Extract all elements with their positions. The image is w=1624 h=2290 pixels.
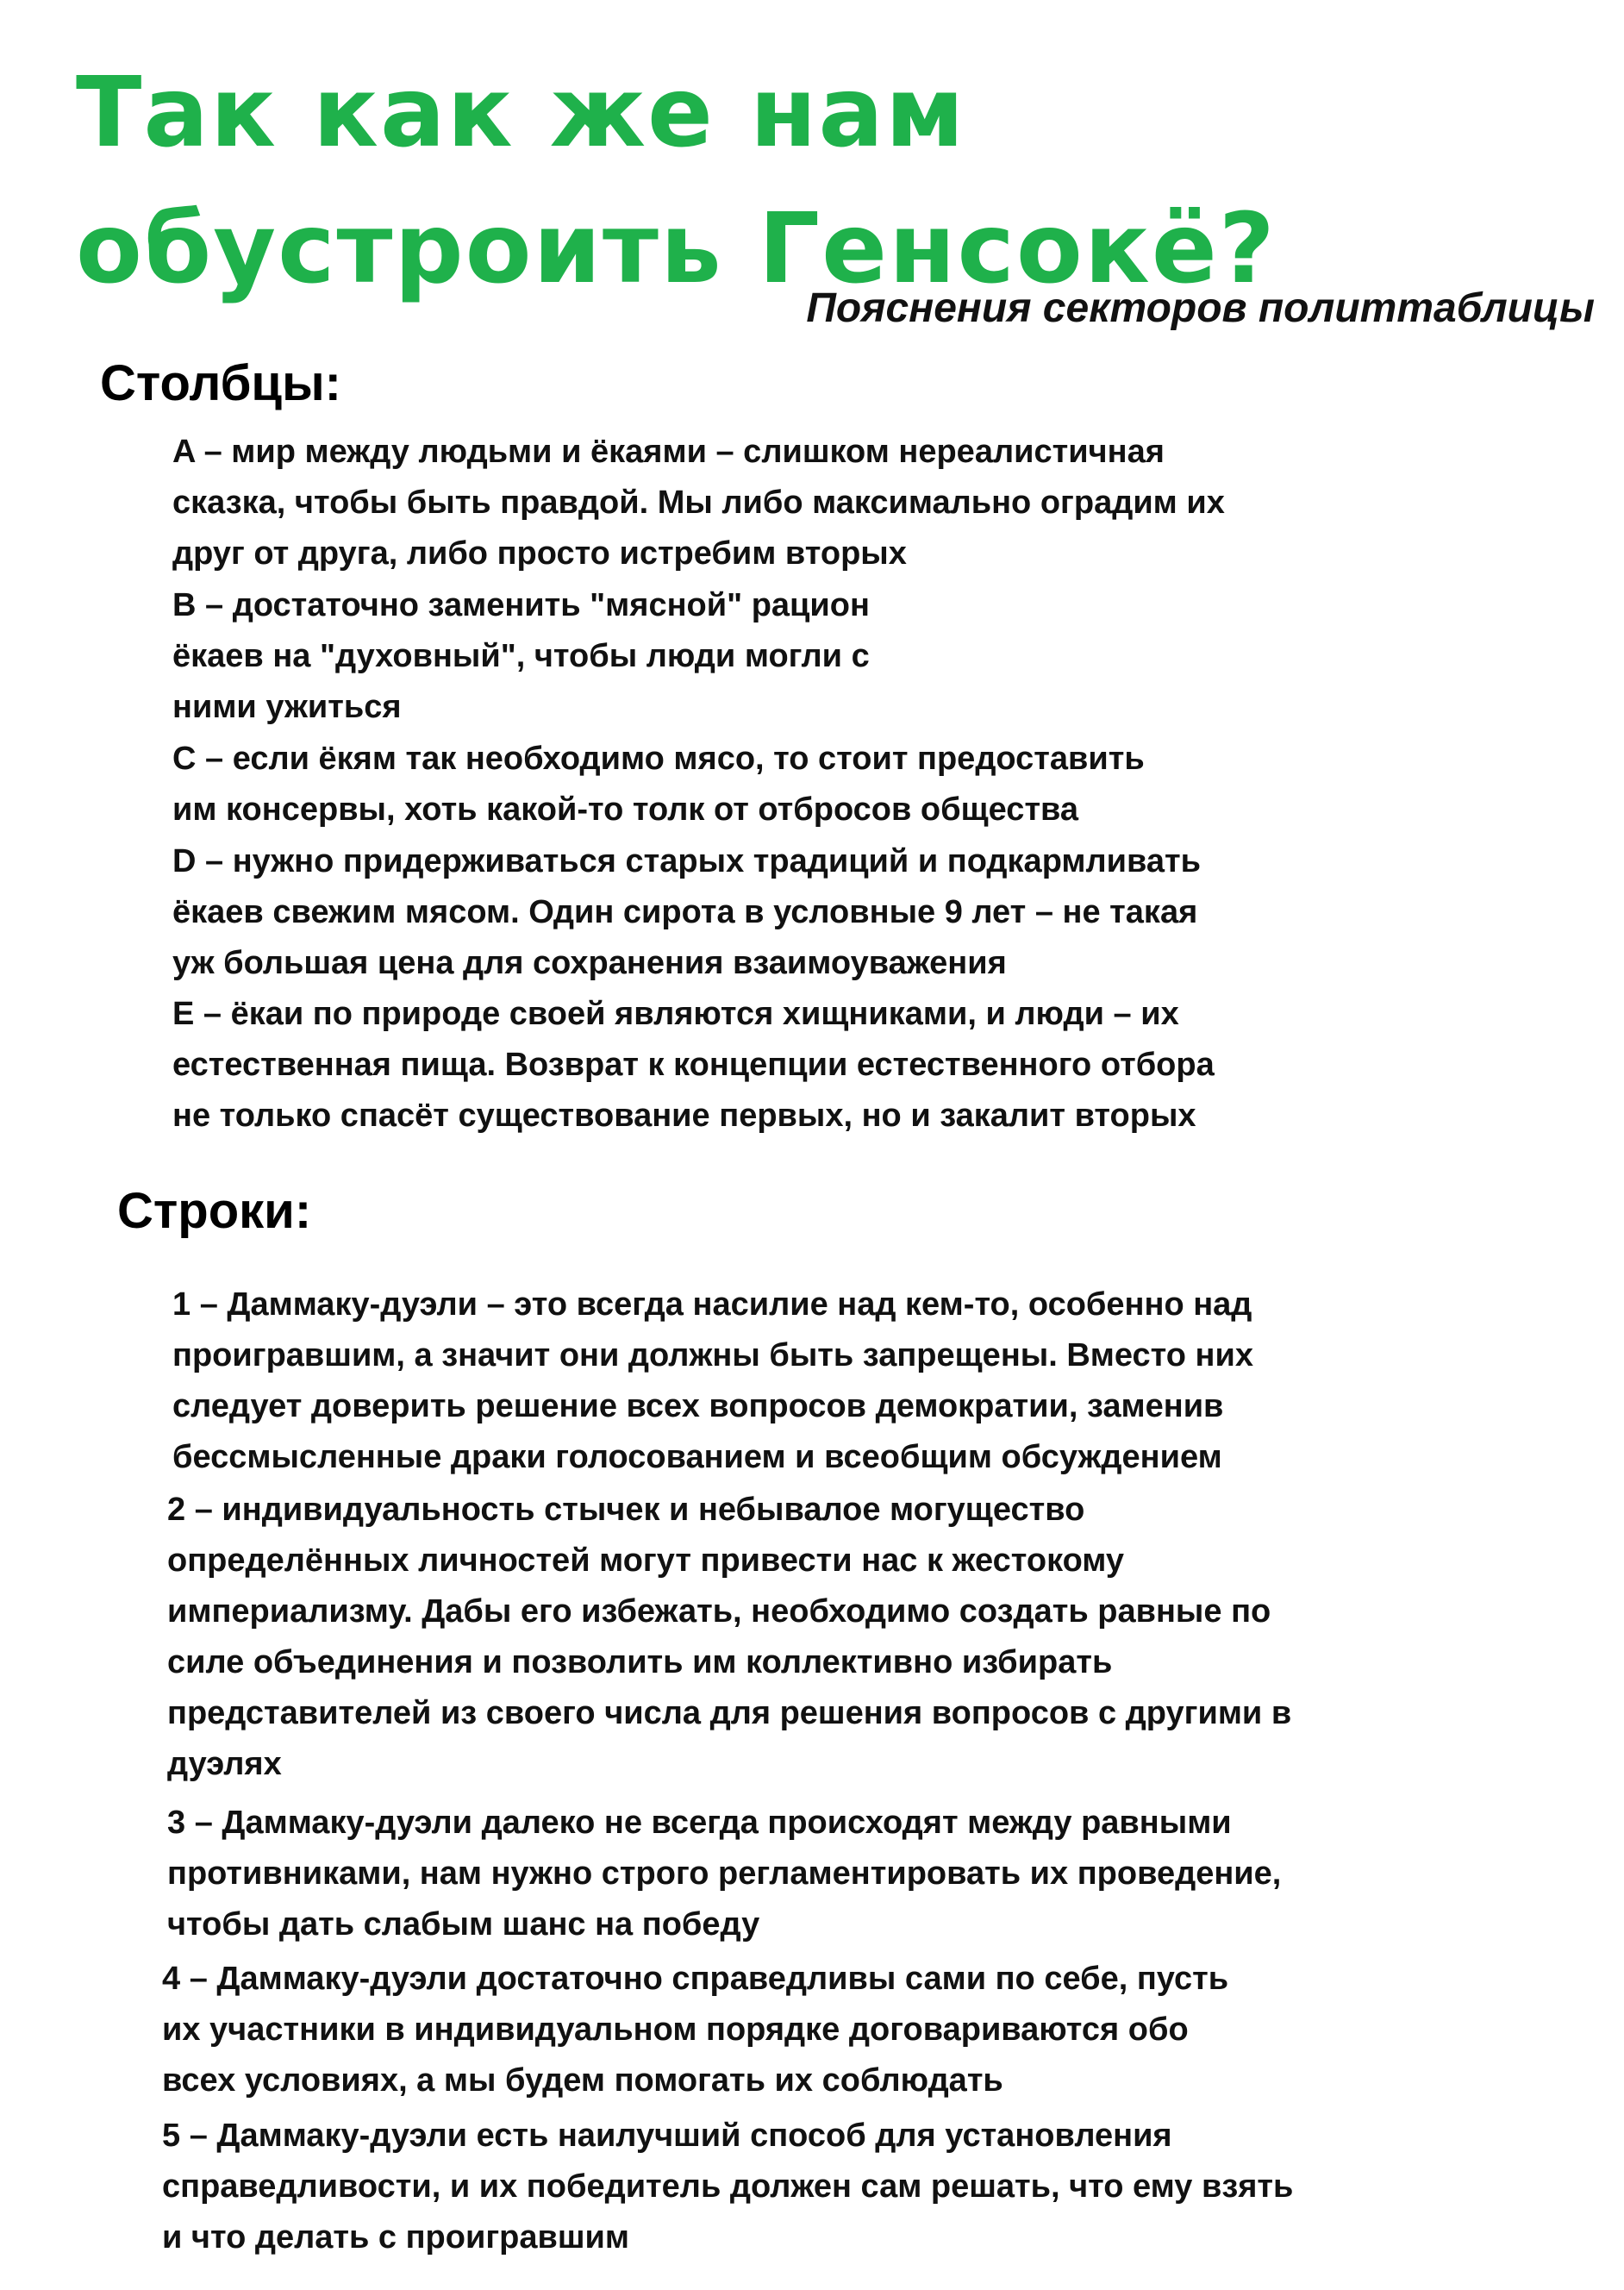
page-subtitle: Пояснения секторов политтаблицы: [806, 285, 1595, 331]
column-item-d: D – нужно придерживаться старых традиций и подкармливать ёкаев свежим мясом. Один сирота в условные 9 лет – не такая уж большая цена для сохранения взаимоуважения: [172, 843, 1201, 981]
page-title: Так как же нам обустроить Генсокё?: [76, 57, 1277, 305]
row-item-3: 3 – Даммаку-дуэли далеко не всегда происходят между равными противниками, нам нужно строго регламентировать их проведение, чтобы дать слабым шанс на победу: [167, 1805, 1282, 1943]
row-item-2: 2 – индивидуальность стычек и небывалое могущество определённых личностей могут привести нас к жестокому империализму. Дабы его избежать, необходимо создать равные по силе объединения и позволить им коллективно избирать представителей из своего числа для решения вопросов с другими в дуэлях: [167, 1492, 1292, 1782]
column-item-e: E – ёкаи по природе своей являются хищниками, и люди – их естественная пища. Возврат к концепции естественного отбора не только спасёт существование первых, но и закалит вторых: [172, 996, 1215, 1134]
column-item-c: C – если ёкям так необходимо мясо, то стоит предоставить им консервы, хоть какой-то толк от отбросов общества: [172, 741, 1145, 828]
row-item-1: 1 – Даммаку-дуэли – это всегда насилие над кем-то, особенно над проигравшим, а значит они должны быть запрещены. Вместо них следует доверить решение всех вопросов демократии, заменив бессмысленные драки голосованием и всеобщим обсуждением: [172, 1286, 1253, 1475]
row-item-5: 5 – Даммаку-дуэли есть наилучший способ для установления справедливости, и их победитель должен сам решать, что ему взять и что делать с проигравшим: [162, 2118, 1294, 2256]
rows-heading: Строки:: [117, 1183, 312, 1239]
columns-heading: Столбцы:: [100, 355, 341, 411]
column-item-b: B – достаточно заменить "мясной" рацион ёкаев на "духовный", чтобы люди могли с ними ужиться: [172, 587, 870, 725]
column-item-a: A – мир между людьми и ёкаями – слишком нереалистичная сказка, чтобы быть правдой. Мы либо максимально оградим их друг от друга, либо просто истребим вторых: [172, 434, 1225, 572]
row-item-4: 4 – Даммаку-дуэли достаточно справедливы сами по себе, пусть их участники в индивидуальном порядке договариваются обо всех условиях, а мы будем помогать их соблюдать: [162, 1961, 1229, 2099]
